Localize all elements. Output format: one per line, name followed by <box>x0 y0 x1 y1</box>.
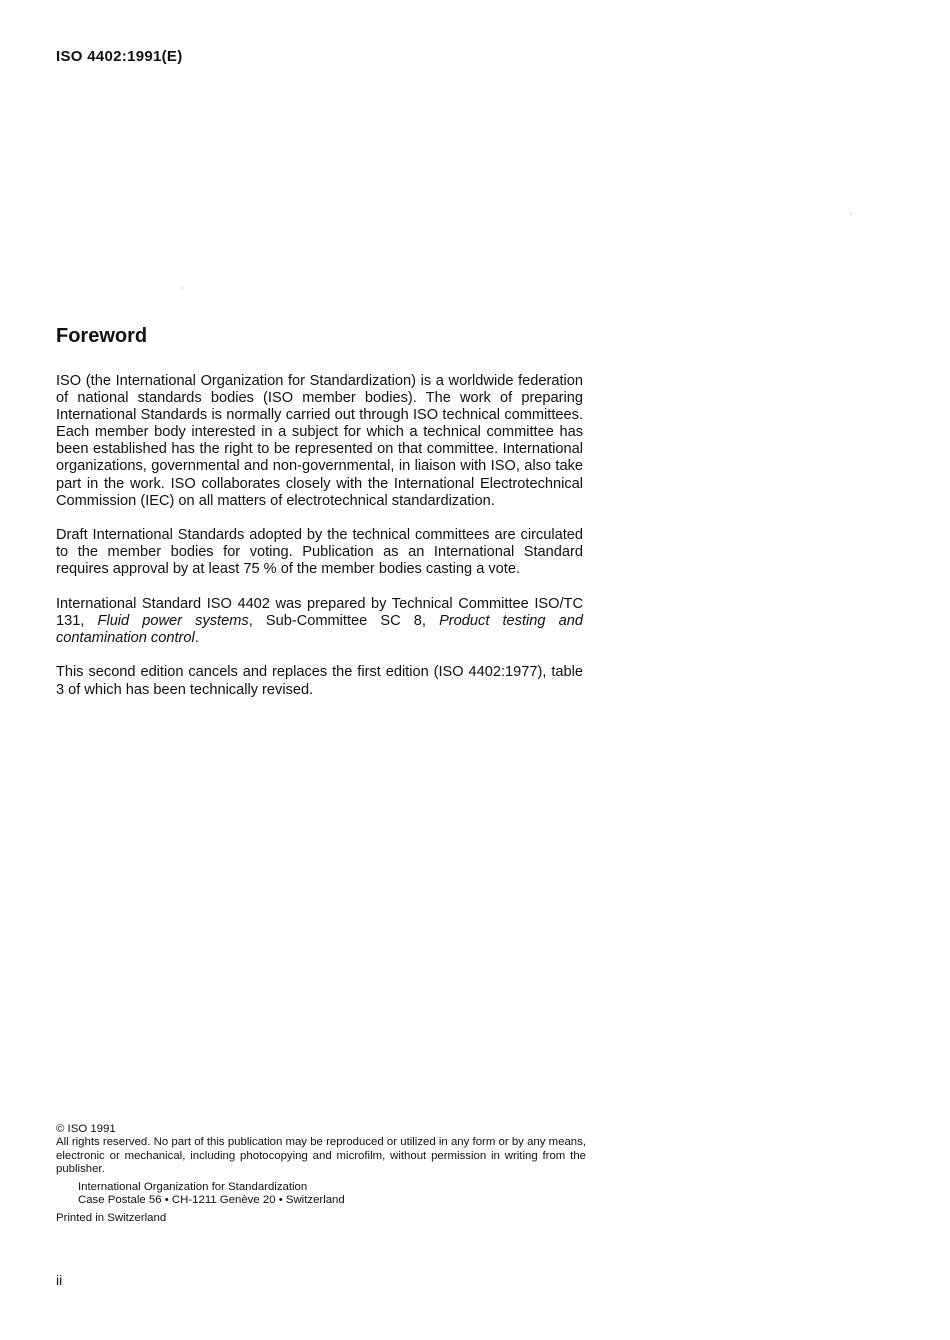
page-number: ii <box>56 1272 63 1288</box>
foreword-body <box>56 373 583 716</box>
copyright-line: © ISO 1991 <box>56 1123 116 1135</box>
foreword-paragraph-1: ISO (the International Organization for Standardization) is a worldwide federation of national standards bodies (ISO member bodies). The work of preparing International Standards is normally carried out through ISO technical committees. Each member body interested in a subject for which a technical committee has been established has the right to be represented on that committee. International organizations, governmental and non-governmental, in liaison with ISO, also take part in the work. ISO collaborates closely with the International Electrotechnical Commission (IEC) on all matters of electrotechnical standardization. <box>56 373 583 509</box>
publisher-name: International Organization for Standardization <box>78 1180 308 1193</box>
printed-in-line: Printed in Switzerland <box>56 1212 167 1225</box>
copyright-block <box>56 1123 586 1226</box>
foreword-p3-subcommittee-title: Product testing and contamination control <box>56 612 583 646</box>
document-identifier: ISO 4402:1991(E) <box>56 48 183 65</box>
foreword-p3-text-c: , Sub-Committee SC 8, <box>248 612 440 629</box>
foreword-paragraph-4: This second edition cancels and replaces the first edition (ISO 4402:1977), table 3 of which has been technically revised. <box>56 664 583 698</box>
section-title-foreword: Foreword <box>56 325 148 347</box>
foreword-p3-text-e: . <box>194 630 199 646</box>
publisher-address <box>78 1181 586 1208</box>
foreword-paragraph-2: Draft International Standards adopted by the technical committees are circulated to the member bodies for voting. Publication as an International Standard requires approval by at least 75 % of the member bodies casting a vote. <box>56 527 583 578</box>
foreword-p3-committee-title: Fluid power systems <box>97 612 249 629</box>
publisher-postal-address: Case Postale 56 • CH-1211 Genève 20 • Switzerland <box>78 1194 345 1207</box>
foreword-p3-text-a: International Standard ISO 4402 was prepared by Technical Committee ISO/TC 131, <box>56 595 583 629</box>
scan-speck <box>850 213 852 215</box>
rights-statement: All rights reserved. No part of this publication may be reproduced or utilized in any form or by any means, electronic or mechanical, including photocopying and microfilm, without permission in writing from the publisher. <box>56 1136 586 1176</box>
scan-speck <box>181 287 183 289</box>
foreword-paragraph-3 <box>56 596 583 647</box>
